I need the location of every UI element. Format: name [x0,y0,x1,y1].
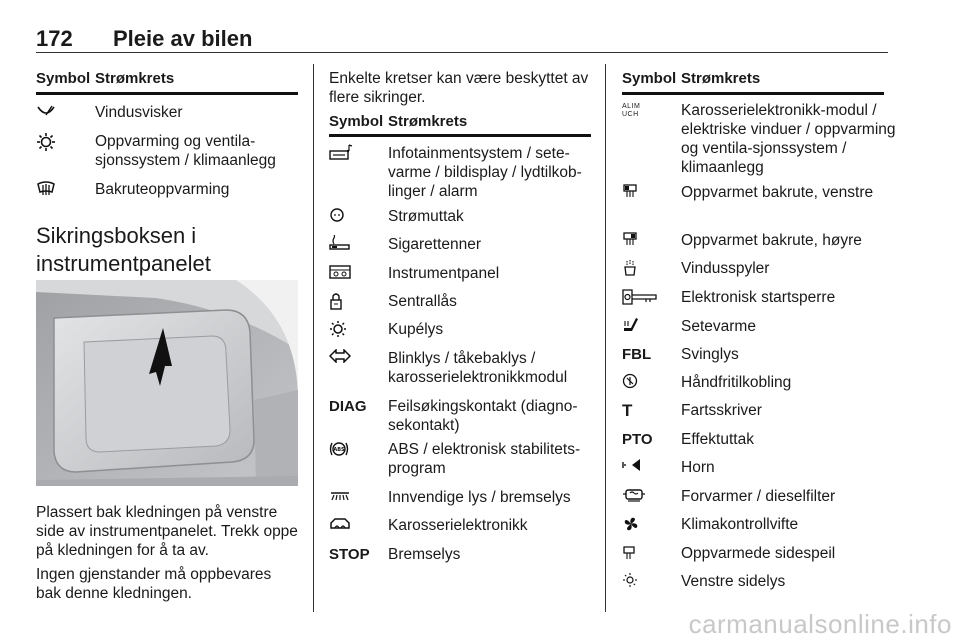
glow-plug-filter-icon [622,487,678,503]
infotainment-icon [329,144,385,162]
section-heading: Sikringsboksen i instrumentpanelet [36,223,211,276]
diag-symbol: DIAG [329,398,367,415]
washer-icon [622,259,678,277]
interior-light-icon [329,320,385,338]
table-cell-circuit: Infotainmentsystem / sete-varme / bildisplay / lydtilkob-linger / alarm [388,145,582,200]
table-cell-circuit: ABS / elektronisk stabilitets-program [388,441,581,477]
wiper-icon [36,103,92,119]
table-cell-circuit: Vindusspyler [681,260,770,277]
cigarette-lighter-icon [329,235,385,251]
table-cell-circuit: Oppvarmet bakrute, venstre [681,184,874,201]
climate-fan-icon [622,515,678,533]
heated-rear-window-right-icon [622,231,678,247]
hands-free-icon [622,373,678,389]
stop-symbol: STOP [329,546,370,563]
abs-icon [329,440,385,458]
column-divider [605,64,606,612]
table-header-rule [36,92,298,95]
watermark: carmanualsonline.info [688,609,952,639]
tachograph-symbol: T [622,401,633,420]
paragraph: Plassert bak kledningen på venstre side av instrumentpanelet. Trekk oppe på kledningen for å ta av. [36,504,298,559]
pto-symbol: PTO [622,431,653,448]
power-outlet-icon [329,207,385,223]
page-title: Pleie av bilen [113,26,253,51]
table-cell-circuit: Instrumentpanel [388,265,500,282]
table-cell-circuit: Fartsskriver [681,402,762,419]
intro-text: Enkelte kretser kan være beskyttet av flere sikringer. [329,70,589,106]
alim-uch-symbol [622,101,678,119]
table-cell-circuit: Karosserielektronikk [388,517,528,534]
immobilizer-key-icon [622,288,678,306]
table-cell-circuit: Elektronisk startsperre [681,289,836,306]
table-cell-circuit: Forvarmer / dieselfilter [681,488,836,505]
side-light-icon [622,572,678,588]
table-header-rule [329,134,591,137]
heated-rear-window-left-icon [622,183,678,199]
table-header-symbol: Symbol [329,113,384,130]
instrument-panel-icon [329,264,385,280]
table-header-circuit: Strømkrets [388,113,468,130]
central-lock-icon [329,292,385,310]
turn-signal-icon [329,349,385,363]
table-cell-circuit: Klimakontrollvifte [681,516,799,533]
page-number: 172 [36,26,73,51]
table-header-symbol: Symbol [36,70,91,87]
table-cell-circuit: Oppvarmet bakrute, høyre [681,232,862,249]
table-cell-circuit: Venstre sidelys [681,573,786,590]
table-header-symbol: Symbol [622,70,677,87]
table-cell-circuit: Oppvarming og ventila-sjonssystem / klimaanlegg [95,133,276,169]
horn-icon [622,458,678,472]
table-header-circuit: Strømkrets [95,70,175,87]
table-cell-circuit: Horn [681,459,715,476]
heated-mirror-icon [622,544,678,560]
table-cell-circuit: Karosserielektronikk-modul / elektriske vinduer / oppvarming og ventila-sjonssystem / klimaanlegg [681,102,896,176]
table-cell-circuit: Bremselys [388,546,461,563]
table-cell-circuit: Innvendige lys / bremselys [388,489,571,506]
heater-fan-icon [36,132,92,152]
svg-text:ABS: ABS [333,447,345,453]
column-divider [313,64,314,612]
body-electronics-icon [329,516,385,532]
table-cell-circuit: Setevarme [681,318,756,335]
rear-window-heater-icon [36,180,92,196]
table-cell-circuit: Svinglys [681,346,739,363]
table-header-rule [622,92,884,95]
fuse-box-cover-photo [36,280,298,486]
paragraph: Ingen gjenstander må oppbevares bak denne kledningen. [36,566,272,602]
table-cell-circuit: Sigarettenner [388,236,482,253]
seat-heater-icon [622,317,678,335]
table-cell-circuit: Blinklys / tåkebaklys / karosserielektronikkmodul [388,350,568,386]
table-cell-circuit: Effektuttak [681,431,754,448]
header-rule [36,52,888,53]
fbl-symbol: FBL [622,346,652,363]
table-cell-circuit: Vindusvisker [95,104,183,121]
table-cell-circuit: Oppvarmede sidespeil [681,545,836,562]
alim-uch-label: ALIM UCH [622,103,641,118]
table-cell-circuit: Strømuttak [388,208,464,225]
table-cell-circuit: Håndfritilkobling [681,374,792,391]
table-cell-circuit: Feilsøkingskontakt (diagno-sekontakt) [388,398,578,434]
table-cell-circuit: Kupélys [388,321,444,338]
table-header-circuit: Strømkrets [681,70,761,87]
table-cell-circuit: Bakruteoppvarming [95,181,230,198]
table-cell-circuit: Sentrallås [388,293,457,310]
interior-lights-brake-icon [329,488,385,502]
